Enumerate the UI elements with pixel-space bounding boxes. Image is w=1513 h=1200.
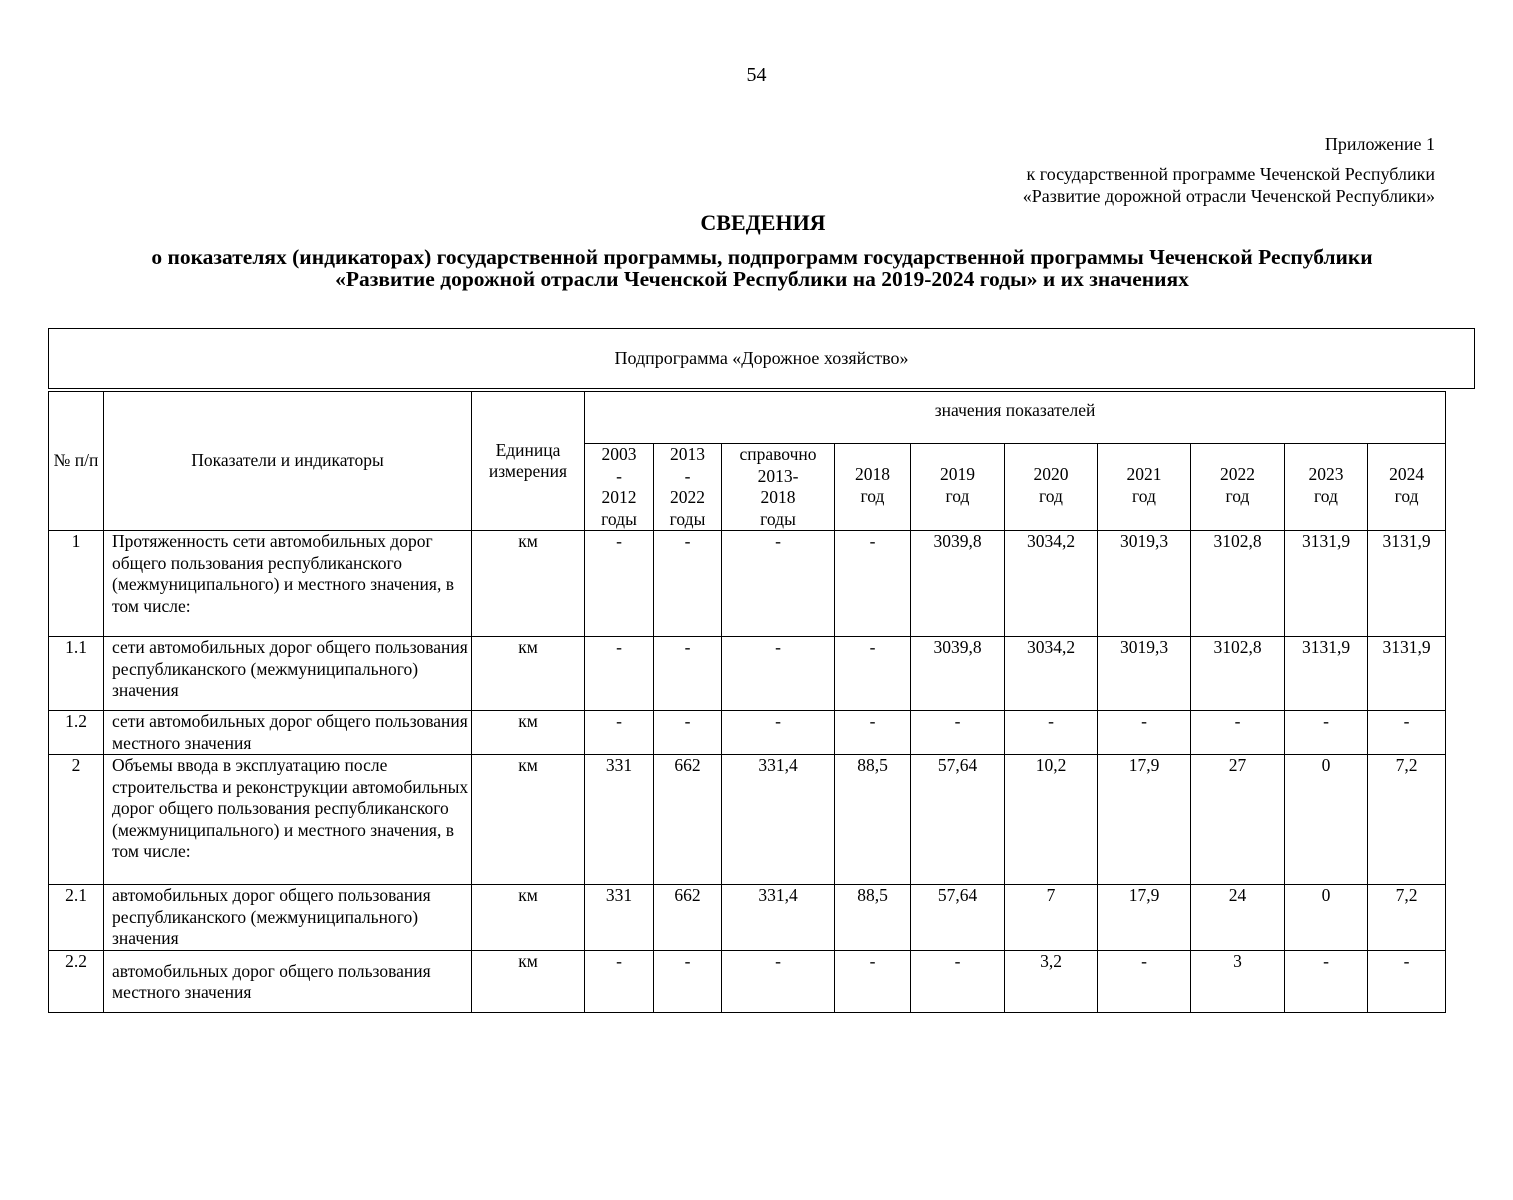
- value-cell: -: [654, 711, 722, 755]
- value-cell: 3,2: [1005, 950, 1098, 1012]
- col-header-unit: Единица измерения: [472, 392, 585, 531]
- year-header-line: 2013: [670, 444, 705, 464]
- year-header-line: год: [1225, 485, 1250, 506]
- document-title: СВЕДЕНИЯ: [700, 210, 826, 235]
- table-row: [49, 885, 1446, 951]
- value-cell: 57,64: [911, 755, 1005, 885]
- year-header-line: 2020: [1033, 464, 1069, 484]
- year-header-line: годы: [760, 508, 796, 529]
- value-cell: 0: [1285, 885, 1368, 951]
- value-cell: 662: [654, 755, 722, 885]
- value-cell: 3131,9: [1368, 637, 1446, 711]
- row-number: 1.1: [49, 637, 104, 711]
- year-header-line: 2018: [760, 487, 796, 507]
- table-row: [49, 950, 1446, 1012]
- value-cell: 24: [1191, 885, 1285, 951]
- value-cell: 88,5: [835, 885, 911, 951]
- year-header-line: год: [945, 485, 970, 506]
- value-cell: -: [722, 531, 835, 637]
- value-cell: -: [1098, 950, 1191, 1012]
- year-header-line: год: [860, 485, 885, 506]
- value-cell: -: [1098, 711, 1191, 755]
- value-cell: -: [911, 711, 1005, 755]
- appendix-line-2: «Развитие дорожной отрасли Чеченской Республики»: [1022, 186, 1435, 206]
- table-row: [49, 531, 1446, 637]
- year-header-line: -: [684, 465, 691, 486]
- value-cell: -: [835, 711, 911, 755]
- unit-cell: км: [472, 755, 585, 885]
- value-cell: -: [654, 531, 722, 637]
- indicator-name: сети автомобильных дорог общего пользования республиканского (межмуниципального) значения: [104, 637, 472, 711]
- unit-cell: км: [472, 885, 585, 951]
- page-number: 54: [746, 64, 767, 86]
- value-cell: 57,64: [911, 885, 1005, 951]
- value-cell: 3039,8: [911, 637, 1005, 711]
- appendix-title: Приложение 1: [1324, 134, 1435, 154]
- value-cell: -: [585, 711, 654, 755]
- col-header-name: Показатели и индикаторы: [104, 392, 472, 531]
- value-cell: 3: [1191, 950, 1285, 1012]
- year-header-3: [835, 444, 911, 531]
- value-cell: -: [585, 950, 654, 1012]
- row-number: 1: [49, 531, 104, 637]
- col-header-num: № п/п: [49, 392, 104, 531]
- value-cell: 3131,9: [1368, 531, 1446, 637]
- value-cell: 7,2: [1368, 755, 1446, 885]
- year-header-line: год: [1314, 485, 1338, 506]
- subprogram-title: Подпрограмма «Дорожное хозяйство»: [614, 348, 909, 368]
- year-header-6: [1098, 444, 1191, 531]
- year-header-line: 2022: [670, 487, 705, 507]
- value-cell: 7: [1005, 885, 1098, 951]
- value-cell: -: [722, 950, 835, 1012]
- year-header-5: [1005, 444, 1098, 531]
- year-header-line: справочно: [739, 444, 817, 464]
- value-cell: -: [1285, 711, 1368, 755]
- value-cell: -: [1005, 711, 1098, 755]
- year-header-2: [722, 444, 835, 531]
- value-cell: 3102,8: [1191, 637, 1285, 711]
- row-number: 2.1: [49, 885, 104, 951]
- subprogram-header: [48, 328, 1475, 389]
- year-header-9: [1368, 444, 1446, 531]
- value-cell: 3019,3: [1098, 531, 1191, 637]
- value-cell: 3102,8: [1191, 531, 1285, 637]
- value-cell: -: [835, 531, 911, 637]
- document-subtitle: о показателях (индикаторах) государственной программы, подпрограмм государственной программы Чеченской Республики «Развитие дорожной отрасли Чеченской Республики на 2019-2024 годы» и их значениях: [151, 245, 1373, 291]
- value-cell: 331: [585, 885, 654, 951]
- unit-cell: км: [472, 637, 585, 711]
- value-cell: 3131,9: [1285, 531, 1368, 637]
- year-header-line: 2023: [1308, 464, 1344, 484]
- year-header-line: 2022: [1220, 464, 1255, 484]
- table-row: [49, 637, 1446, 711]
- value-cell: -: [585, 637, 654, 711]
- value-cell: -: [722, 637, 835, 711]
- value-cell: -: [911, 950, 1005, 1012]
- year-header-line: год: [1132, 485, 1156, 506]
- value-cell: 331: [585, 755, 654, 885]
- value-cell: -: [1368, 711, 1446, 755]
- year-header-line: год: [1039, 485, 1063, 506]
- value-cell: -: [835, 950, 911, 1012]
- value-cell: -: [1191, 711, 1285, 755]
- value-cell: 7,2: [1368, 885, 1446, 951]
- row-number: 1.2: [49, 711, 104, 755]
- value-cell: -: [654, 950, 722, 1012]
- value-cell: 3034,2: [1005, 637, 1098, 711]
- value-cell: 27: [1191, 755, 1285, 885]
- value-cell: -: [1368, 950, 1446, 1012]
- value-cell: -: [835, 637, 911, 711]
- table-row: [49, 711, 1446, 755]
- year-header-line: 2013-: [757, 465, 799, 486]
- value-cell: 331,4: [722, 885, 835, 951]
- value-cell: 331,4: [722, 755, 835, 885]
- header-row-1: [49, 392, 1446, 444]
- year-header-0: [585, 444, 654, 531]
- year-header-line: год: [1394, 485, 1419, 506]
- year-header-8: [1285, 444, 1368, 531]
- value-cell: 17,9: [1098, 755, 1191, 885]
- year-header-line: 2018: [855, 464, 890, 484]
- indicator-name: автомобильных дорог общего пользования местного значения: [104, 950, 472, 1012]
- indicator-name: Объемы ввода в эксплуатацию после строительства и реконструкции автомобильных дорог общего пользования республиканского (межмуниципального) и местного значения, в том числе:: [104, 755, 472, 885]
- value-cell: 662: [654, 885, 722, 951]
- indicator-name: сети автомобильных дорог общего пользования местного значения: [104, 711, 472, 755]
- value-cell: -: [654, 637, 722, 711]
- row-number: 2: [49, 755, 104, 885]
- year-header-line: 2003: [601, 444, 637, 464]
- indicator-name: Протяженность сети автомобильных дорог общего пользования республиканского (межмуниципального) и местного значения, в том числе:: [104, 531, 472, 637]
- unit-cell: км: [472, 711, 585, 755]
- appendix-line-1: к государственной программе Чеченской Республики: [1026, 164, 1435, 184]
- value-cell: -: [722, 711, 835, 755]
- year-header-line: -: [616, 465, 622, 486]
- year-header-line: годы: [601, 508, 637, 529]
- year-header-7: [1191, 444, 1285, 531]
- table-row: [49, 755, 1446, 885]
- value-cell: 3034,2: [1005, 531, 1098, 637]
- value-cell: 3019,3: [1098, 637, 1191, 711]
- year-header-line: 2019: [940, 464, 975, 484]
- value-cell: 3039,8: [911, 531, 1005, 637]
- indicator-name: автомобильных дорог общего пользования республиканского (межмуниципального) значения: [104, 885, 472, 951]
- year-header-line: 2021: [1126, 464, 1162, 484]
- value-cell: 3131,9: [1285, 637, 1368, 711]
- row-number: 2.2: [49, 950, 104, 1012]
- value-cell: 0: [1285, 755, 1368, 885]
- value-cell: -: [1285, 950, 1368, 1012]
- year-header-line: 2024: [1389, 464, 1425, 484]
- col-header-values: значения показателей: [585, 392, 1446, 444]
- year-header-line: годы: [669, 508, 706, 529]
- unit-cell: км: [472, 531, 585, 637]
- indicators-table: [48, 391, 1446, 1013]
- unit-cell: км: [472, 950, 585, 1012]
- value-cell: 10,2: [1005, 755, 1098, 885]
- value-cell: -: [585, 531, 654, 637]
- year-header-line: 2012: [601, 487, 637, 507]
- value-cell: 88,5: [835, 755, 911, 885]
- year-header-4: [911, 444, 1005, 531]
- value-cell: 17,9: [1098, 885, 1191, 951]
- table-body: [49, 531, 1446, 1013]
- year-header-1: [654, 444, 722, 531]
